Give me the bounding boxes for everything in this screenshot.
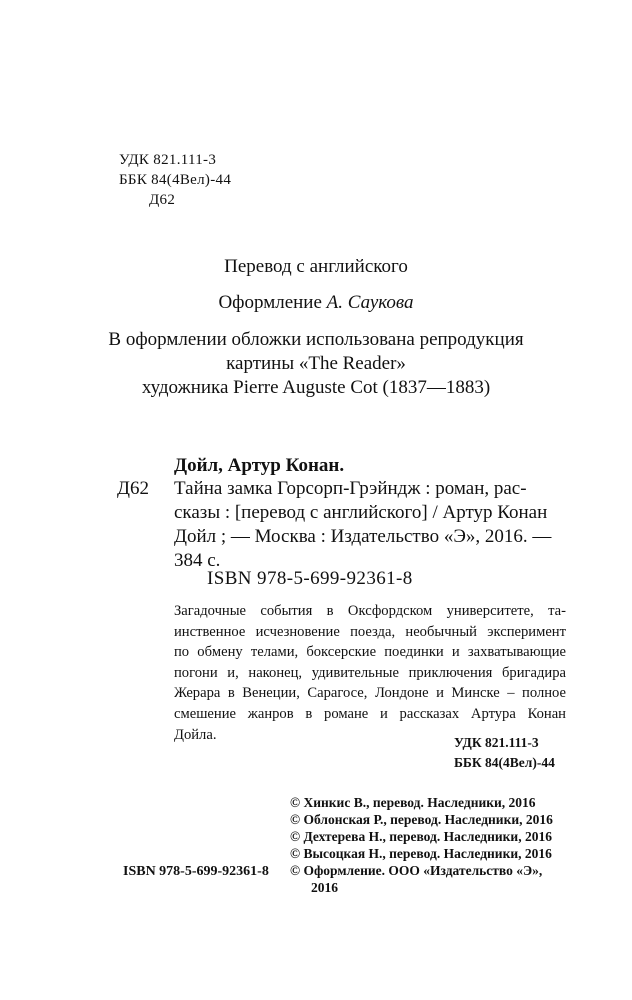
design-credit [0,292,632,314]
udk-code-top: УДК 821.111-3 [119,152,217,168]
isbn-bottom: ISBN 978-5-699-92361-8 [123,864,269,879]
catalog-author-code: Д62 [117,478,149,499]
udk-code-bottom: УДК 821.111-3 [454,735,539,750]
cover-credit-line-1: В оформлении обложки использована репродукция [108,329,524,350]
copyright-list [290,795,553,896]
annotation-line: инственное исчезновение поезда, необычный эксперимент [174,623,566,640]
translation-credit: Перевод с английского [224,256,408,277]
design-label: Оформление [218,292,322,313]
bib-line: сказы : [перевод с английского] / Артур Конан [174,502,548,523]
catalog-author: Дойл, Артур Конан. [174,455,345,476]
annotation-line: погони и, наконец, удивительные приключения бригадира [174,664,566,681]
copyright-line: © Хинкис В., перевод. Наследники, 2016 [290,795,536,810]
bbk-code-top: ББК 84(4Вел)-44 [119,172,232,188]
copyright-line: 2016 [311,879,338,895]
annotation-line: по обмену телами, боксерские поединки и захватывающие [174,644,566,661]
bib-line: Тайна замка Горсорп-Грэйндж : роман, рас- [174,478,527,499]
annotation-line: Дойла. [174,726,217,743]
copyright-line: © Высоцкая Н., перевод. Наследники, 2016 [290,845,552,861]
bbk-code-bottom: ББК 84(4Вел)-44 [454,755,555,770]
design-name: А. Саукова [326,292,414,313]
cover-credit-line-3: художника Pierre Auguste Cot (1837—1883) [141,377,491,398]
cover-credit-line-2: картины «The Reader» [226,353,406,374]
annotation-line: Жерара в Венеции, Сарагосе, Лондоне и Минске – полное [174,685,566,702]
bib-line: Дойл ; — Москва : Издательство «Э», 2016. — [174,526,552,547]
author-code-top: Д62 [149,192,176,208]
copyright-line: © Дехтерева Н., перевод. Наследники, 2016 [290,828,552,844]
bib-line: 384 с. [174,550,221,571]
annotation-line: Загадочные события в Оксфордском университете, та- [174,603,566,619]
annotation [174,601,566,745]
annotation-line: смешение жанров в романе и рассказах Артура Конан [174,705,566,722]
copyright-line: © Оформление. ООО «Издательство «Э», [290,862,543,878]
copyright-line: © Облонская Р., перевод. Наследники, 2016 [290,811,553,827]
catalog-isbn: ISBN 978-5-699-92361-8 [207,568,413,589]
